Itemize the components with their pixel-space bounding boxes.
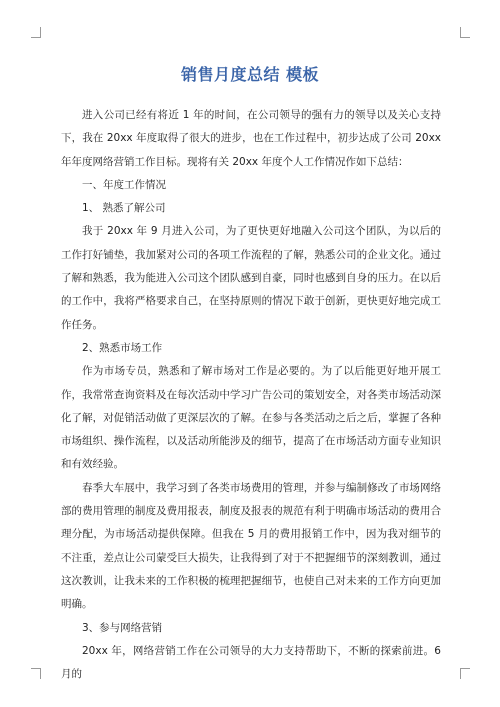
- crop-mark-top-right: [460, 27, 470, 38]
- paragraph-web-marketing: 20xx 年，网络营销工作在公司领导的大力支持帮助下，不断的探索前进。6 月的: [61, 644, 441, 681]
- document-title: 销售月度总结 模板: [180, 65, 320, 84]
- crop-mark-bottom-right: [460, 668, 470, 679]
- document-body: [61, 104, 441, 686]
- paragraph-know-market: 作为市场专员，熟悉和了解市场对工作是必要的。为了以后能更好地开展工作，我常常查询资料及在每次活动中学习广告公司的策划安全，对各类市场活动深化了解，对促销活动做了更深层次的了解。在参与各类活动之后之后，掌握了各种市场组织、操作流程，以及活动所能涉及的细节，提高了在市场活动方面专业知识和有效经验。: [61, 365, 441, 471]
- crop-mark-bottom-left: [31, 668, 41, 679]
- crop-mark-top-left: [31, 27, 41, 38]
- paragraph-car-show: 春季大车展中，我学习到了各类市场费用的管理，并参与编制修改了市场网络部的费用管理的制度及费用报表，制度及报表的规范有利于明确市场活动的费用合理分配，为市场活动提供保障。但我在 5 月的费用报销工作中，因为我对细节的不注重，差点让公司蒙受巨大损失，让我得到了对于不把握细节的深刻教训，通过这次教训，让我未来的工作积极的梳理把握细节，也使自己对未来的工作方向更加明确。: [61, 481, 441, 611]
- paragraph-know-company: 我于 20xx 年 9 月进入公司，为了更快更好地融入公司这个团队，为以后的工作打好铺垫，我加紧对公司的各项工作流程的了解，熟悉公司的企业文化。通过了解和熟悉，我为能进入公司这个团队感到自豪，同时也感到自身的压力。在以后的工作中，我将严格要求自己，在坚持原则的情况下敢于创新，更快更好地完成工作任务。: [61, 225, 441, 331]
- subheading-know-market: 2、熟悉市场工作: [82, 341, 163, 354]
- subheading-know-company: 1、 熟悉了解公司: [82, 202, 166, 215]
- subheading-web-marketing: 3、参与网络营销: [82, 621, 163, 634]
- intro-paragraph: 进入公司已经有将近 1 年的时间，在公司领导的强有力的领导以及关心支持下，我在 20xx 年度取得了很大的进步，也在工作过程中，初步达成了公司 20xx 年年度网络营销工作目标。现将有关 20xx 年度个人工作情况作如下总结：: [61, 109, 441, 168]
- section-heading-annual-work: 一、年度工作情况: [82, 178, 166, 191]
